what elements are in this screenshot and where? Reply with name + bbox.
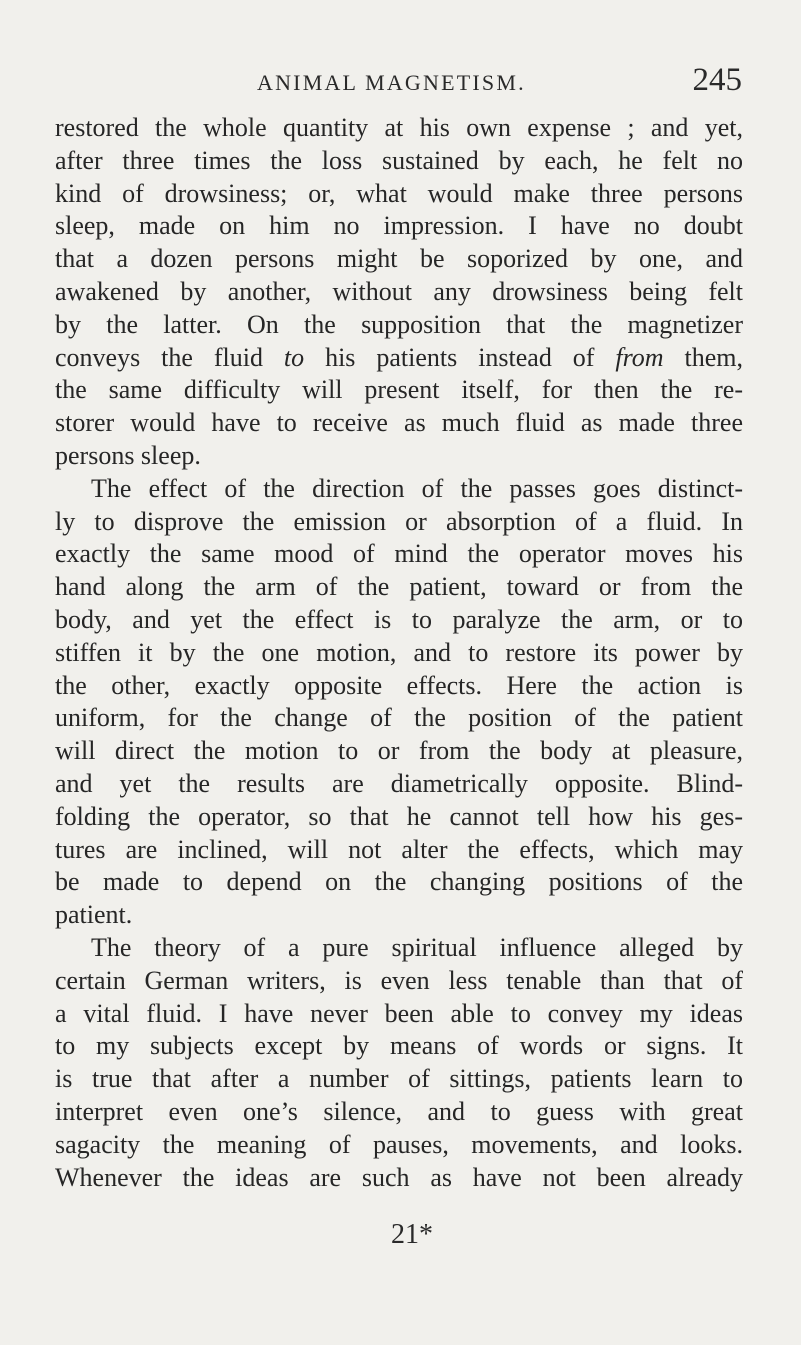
text-line: and yet the results are diametrically opposite. Blind- <box>55 768 743 798</box>
text-line: by the latter. On the supposition that the magnetizer <box>55 309 743 339</box>
italic-word: from <box>615 342 664 372</box>
text-line: kind of drowsiness; or, what would make three persons <box>55 178 743 208</box>
text-line: tures are inclined, will not alter the effects, which may <box>55 834 743 864</box>
text-line: awakened by another, without any drowsiness being felt <box>55 276 743 306</box>
text-line: sagacity the meaning of pauses, movements, and looks. <box>55 1129 743 1159</box>
text-run: his patients instead of <box>304 342 616 372</box>
text-line: that a dozen persons might be soporized by one, and <box>55 244 743 274</box>
text-line: the same difficulty will present itself, for then the re- <box>55 375 743 405</box>
text-run: them, <box>663 342 743 372</box>
text-line: will direct the motion to or from the body at pleasure, <box>55 736 743 766</box>
running-head: ANIMAL MAGNETISM. <box>257 70 526 95</box>
text-line-with-italics <box>55 342 743 375</box>
paragraph-start-line: The theory of a pure spiritual influence alleged by <box>91 932 743 962</box>
text-line: the other, exactly opposite effects. Here the action is <box>55 670 743 700</box>
signature-mark: 21* <box>391 1219 433 1250</box>
text-line: Whenever the ideas are such as have not been already <box>55 1162 743 1192</box>
text-line: storer would have to receive as much fluid as made three <box>55 408 743 438</box>
text-line: uniform, for the change of the position of the patient <box>55 703 743 733</box>
page-number: 245 <box>692 62 742 98</box>
text-line: exactly the same mood of mind the operator moves his <box>55 539 743 569</box>
text-line: to my subjects except by means of words or signs. It <box>55 1031 743 1061</box>
text-line: persons sleep. <box>55 440 201 470</box>
italic-word: to <box>283 342 305 372</box>
text-line: restored the whole quantity at his own expense ; and yet, <box>55 113 743 142</box>
text-line: body, and yet the effect is to paralyze the arm, or to <box>55 604 743 634</box>
text-line: after three times the loss sustained by each, he felt no <box>55 145 743 175</box>
text-line: ly to disprove the emission or absorption of a fluid. In <box>55 506 743 536</box>
text-run: conveys the fluid <box>55 342 284 372</box>
body-text <box>55 112 743 1194</box>
text-line: certain German writers, is even less tenable than that of <box>55 965 743 995</box>
paragraph-start-line: The effect of the direction of the passes goes distinct- <box>91 473 743 503</box>
text-line: interpret even one’s silence, and to guess with great <box>55 1096 743 1126</box>
text-line: is true that after a number of sittings, patients learn to <box>55 1064 743 1094</box>
page-header <box>257 62 742 102</box>
text-line: a vital fluid. I have never been able to convey my ideas <box>55 998 743 1028</box>
text-line: patient. <box>55 900 133 930</box>
text-line: sleep, made on him no impression. I have no doubt <box>55 211 743 241</box>
text-line: folding the operator, so that he cannot tell how his ges- <box>55 801 743 831</box>
text-line: hand along the arm of the patient, toward or from the <box>55 572 743 602</box>
text-line: stiffen it by the one motion, and to restore its power by <box>55 637 743 667</box>
text-line: be made to depend on the changing positions of the <box>55 867 743 897</box>
